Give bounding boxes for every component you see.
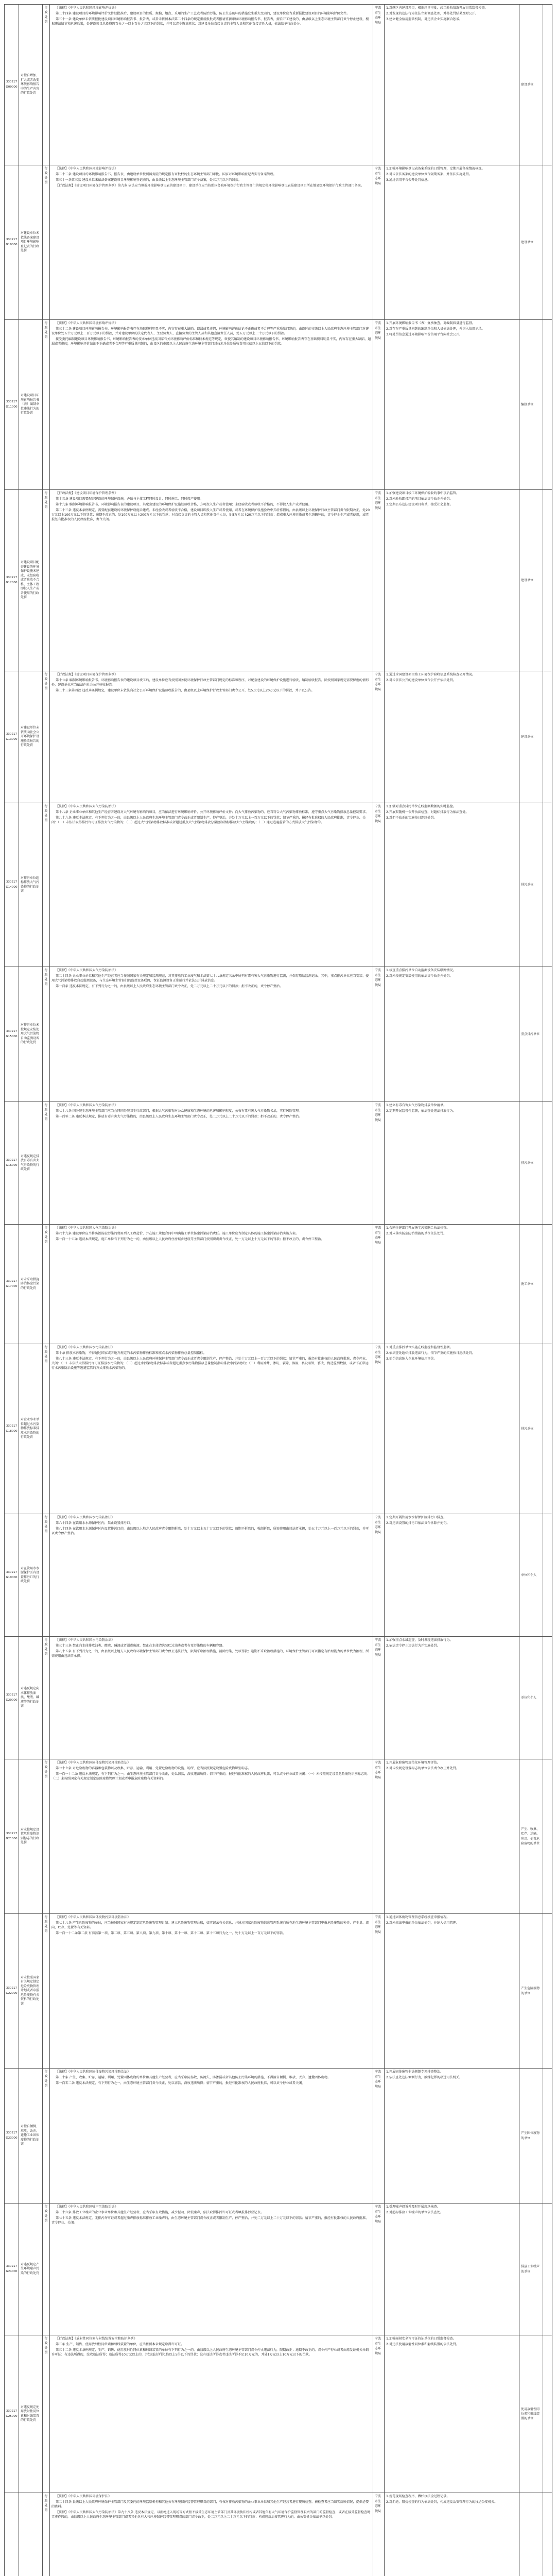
remark (543, 1759, 552, 1914)
remark (543, 1344, 552, 1514)
measure-item: 2.依法责令停止违法行为并实施处罚。 (386, 1644, 440, 1648)
supervision-measures (385, 1514, 519, 1637)
remark (543, 1514, 552, 1637)
regulated-subject: 建设单位 (519, 165, 543, 320)
supervision-measures (385, 1102, 519, 1225)
remark (543, 2335, 552, 2493)
remark (543, 165, 552, 320)
item-code: 330217G25000 (5, 2335, 19, 2493)
measure-item: 2.对未按规定设置标志的单位依法责令改正并处罚。 (386, 1767, 460, 1771)
regulated-subject: 重点排污单位 (519, 967, 543, 1102)
item-code: 330217G15000 (5, 967, 19, 1102)
measure-item: 3.定期公布违法建设项目名单，接受社会监督。 (386, 503, 453, 507)
basis-paragraph: 第二十二条 建设项目的环境影响报告书、报告表，由建设单位按照国务院的规定报有审批权的生态环境主管部门审批。国家对环境影响登记表实行备案管理。 (56, 173, 276, 177)
item-type: 行政处罚 (43, 1637, 50, 1759)
measure-item: 2.对发现的违法行为依法立案调查处理，并将处罚结果及时公开。 (386, 12, 479, 16)
measure-item: 1.通过全国建设项目竣工环境保护验收信息系统核查公开情况。 (386, 673, 475, 676)
supervision-measures (385, 490, 519, 671)
responsible-dept: 宁波市生态环境局 (373, 1225, 385, 1344)
measure-item: 1.加强重点水域巡查，及时发现违法排放行为。 (386, 1638, 453, 1642)
responsible-dept: 宁波市生态环境局 (373, 1102, 385, 1225)
basis-paragraph: 【法律】《中华人民共和国固体废物污染环境防治法》 (56, 1916, 131, 1919)
basis-paragraph: 第一百条 违反本法规定，有下列行为之一的，由县级以上人民政府生态环境主管部门责令改正，处二万元以上二十万元以下的罚款；拒不改正的，责令停产整治。 (56, 985, 283, 989)
measure-item: 2.对超标排放工业噪声的单位依法查处。 (386, 2211, 444, 2215)
responsible-dept: 宁波市生态环境局 (373, 5, 385, 165)
table-row (5, 320, 552, 490)
responsible-dept: 宁波市生态环境局 (373, 967, 385, 1102)
regulated-subject: 建设单位 (519, 5, 543, 165)
responsible-dept: 宁波市生态环境局 (373, 1344, 385, 1514)
responsible-dept: 宁波市生态环境局 (373, 671, 385, 803)
basis-paragraph: 第二十四条 县级以上人民政府环境保护主管部门及其委托的环境监察机构和其他负有环境保护监督管理职责的部门，有权对排放污染物的企业事业单位和其他生产经营者进行现场检查。被检查者应当如实反映情况，提供必要的资料。 (51, 2500, 369, 2509)
legal-basis (50, 1637, 373, 1759)
regulated-subject: 排污单位 (519, 803, 543, 967)
supervision-measures (385, 165, 519, 320)
regulated-subject: 产生危险废物的单位 (519, 1914, 543, 2069)
table-row (5, 671, 552, 803)
measure-item: 1.开展环境影响报告书（表）复核抽查，对编制质量进行监督。 (386, 321, 475, 325)
supervision-measures (385, 320, 519, 490)
basis-paragraph: 第二十四条 企业事业单位和其他生产经营者应当按照国家有关规定和监测规范，对其排放的工业废气和本法第七十八条规定名录中所列有毒有害大气污染物进行监测，并保存原始监测记录。其中，重点排污单位应当安装、使用大气污染物排放自动监测设备，与生态环境主管部门的监控设备联网，保证监测设备正常运行并依法公开排放信息。 (51, 974, 369, 983)
regulated-subject: 排污单位 (519, 1102, 543, 1225)
measure-item: 1.定期开展饮用水水源保护区排污口排查。 (386, 1516, 447, 1519)
regulated-subject: 单位和个人 (519, 1514, 543, 1637)
table-row (5, 490, 552, 671)
responsible-dept: 宁波市生态环境局 (373, 165, 385, 320)
responsible-dept: 宁波市生态环境局 (373, 1514, 385, 1637)
item-type: 行政处罚 (43, 671, 50, 803)
item-type: 行政处罚 (43, 2069, 50, 2204)
item-name: 对在饮用水水源保护区内设置排污口的行政处罚 (19, 1514, 43, 1637)
legal-basis (50, 1759, 373, 1914)
legal-basis (50, 671, 373, 803)
item-name (19, 2493, 43, 2576)
regulated-subject: 建设单位 (519, 490, 543, 671)
item-name: 对建设单位未依法备案建设项目环境影响登记表的行政处罚 (19, 165, 43, 320)
basis-paragraph: 第五十二条 违反本条例规定，生产、销售、使用放射性同位素和射线装置的单位有下列行为之一的，由县级以上人民政府生态环境主管部门责令停止违法行为，限期改正；逾期不改正的，责令停产停业或者由原发证机关吊销许可证；有违法所得的，没收违法所得；违法所得10万元以上的，并处违法所得1倍以上5倍以下的罚款；没有违法所得或者违法所得不足10万元的，并处1万元以上10万元以下的罚款。 (51, 2348, 369, 2357)
item-code: 330217G21000 (5, 1759, 19, 1914)
basis-paragraph: 第三十一条 建设单位未依法报批建设项目环境影响报告书、报告表，或者未依照本法第二十四条的规定重新报批或者报请重新审核环境影响报告书、报告表，擅自开工建设的，由县级以上生态环境主管部门责令停止建设，根据违法情节和危害后果，处建设项目总投资额百分之一以上百分之五以下的罚款，并可以责令恢复原状；对建设单位直接负责的主管人员和其他直接责任人员，依法给予行政处分。 (51, 18, 369, 26)
measure-item: 2.对未落实扬尘防治措施的单位依法处罚。 (386, 1232, 447, 1236)
item-type: 行政处罚 (43, 967, 50, 1102)
supervision-measures (385, 1637, 519, 1759)
measure-item: 1.加强对重点排污单位在线监测数据的实时监控。 (386, 805, 456, 808)
basis-paragraph: 第一百一十五条 违反本法规定，施工单位有下列行为之一的，由县级以上人民政府住房城乡建设等主管部门按照职责责令改正，处一万元以上十万元以下的罚款；拒不改正的，责令停工整治。 (56, 1238, 324, 1242)
basis-paragraph: 【行政法规】《建设项目环境保护管理条例》第九条 依法应当填报环境影响登记表的建设项目，建设单位应当按照国务院环境保护行政主管部门的规定将环境影响登记表报建设项目所在地县级环境保护行政主管部门备案。 (56, 184, 364, 188)
measure-item: 1.受理噪声投诉并及时开展现场核查。 (386, 2205, 440, 2209)
item-name: 对建设项目环境影响报告书（表）编制单位违法行为的行政处罚 (19, 320, 43, 490)
basis-paragraph: 第七十八条 产生危险废物的单位，应当按照国家有关规定制定危险废物管理计划；建立危险废物管理台账，如实记录有关信息，并通过国家危险废物信息管理系统向所在地生态环境主管部门申报危险废物的种类、产生量、流向、贮存、处置等有关资料。 (51, 1921, 369, 1930)
basis-paragraph: 【法律】《中华人民共和国环境影响评价法》 (56, 6, 118, 10)
legal-basis (50, 320, 373, 490)
remark (543, 5, 552, 165)
item-code: 330217G09000 (5, 5, 19, 165)
basis-paragraph: 【法律】《中华人民共和国大气污染防治法》 (56, 969, 118, 972)
basis-paragraph: 【行政法规】《建设项目环境保护管理条例》 (56, 492, 118, 495)
legal-basis (50, 2204, 373, 2335)
item-code: 330217G12000 (5, 490, 19, 671)
legal-basis (50, 967, 373, 1102)
table-row (5, 1759, 552, 1914)
measure-item: 3.通过信用平台公开处罚信息。 (386, 178, 431, 182)
table-row (5, 1102, 552, 1225)
table-row (5, 2069, 552, 2204)
basis-paragraph: 第三十二条 建设项目环境影响报告书、环境影响报告表存在基础资料明显不实，内容存在重大缺陷、遗漏或者虚假，环境影响评价结论不正确或者不合理等严重质量问题的，由设区的市级以上人民政府生态环境主管部门对建设单位处五十万元以上二百万元以下的罚款，并对建设单位的法定代表人、主要负责人、直接负责的主管人员和其他直接责任人员，处五万元以上二十万元以下的罚款。 (51, 327, 369, 336)
table-row (5, 803, 552, 967)
responsible-dept: 宁波市生态环境局 (373, 803, 385, 967)
measure-item: 1.建立有毒有害大气污染物排放单位清单。 (386, 1104, 447, 1107)
measure-item: 1.通过固体废物管理信息系统核查申报情况。 (386, 1916, 450, 1919)
basis-paragraph: 第二十条 产生、收集、贮存、运输、利用、处置固体废物的单位和其他生产经营者，应当采取防扬散、防流失、防渗漏或者其他防止污染环境的措施，不得擅自倾倒、堆放、丢弃、遗撒固体废物。 (56, 2076, 331, 2080)
basis-paragraph: 【法律】《中华人民共和国水污染防治法》 (56, 1638, 115, 1642)
basis-paragraph: 【法律】《中华人民共和国大气污染防治法》 (56, 1226, 118, 1230)
basis-paragraph: 【法律】《中华人民共和国固体废物污染环境防治法》 (56, 2070, 131, 2074)
basis-paragraph: 第一百一十二条第二款 有前款第一项、第二项、第五项、第八项、第九项、第十项、第十一项、第十二项、第十三项行为之一，处十万元以上一百万元以下的罚款。 (56, 1931, 286, 1936)
measure-item: 2.对拒绝、阻挠检查的行为依法处罚，构成违反治安管理行为的移送公安机关。 (386, 2500, 498, 2504)
responsible-dept: 宁波市生态环境局 (373, 1637, 385, 1759)
item-type: 行政处罚 (43, 1759, 50, 1914)
legal-basis (50, 165, 373, 320)
responsible-dept: 宁波市生态环境局 (373, 1914, 385, 2069)
measure-item: 2.对未按规定安装使用的依法责令改正并处罚。 (386, 974, 453, 978)
table-row (5, 165, 552, 320)
legal-basis (50, 803, 373, 967)
measure-item: 2.开展双随机一公开执法检查，对超标排放行为依法查处。 (386, 810, 469, 815)
item-code: 330217G22000 (5, 1914, 19, 2069)
table-row (5, 1225, 552, 1344)
table-row (5, 2204, 552, 2335)
item-type: 行政处罚 (43, 320, 50, 490)
item-code (5, 2493, 19, 2576)
item-type: 行政处罚 (43, 5, 50, 165)
basis-paragraph: 【法律】《中华人民共和国水污染防治法》 (56, 1516, 115, 1519)
basis-paragraph: 第二十四条 建设项目的环境影响评价文件经批准后，建设项目的性质、规模、地点、采用的生产工艺或者防治污染、防止生态破坏的措施发生重大变动的，建设单位应当重新报批建设项目的环境影响评价文件。 (56, 12, 350, 16)
regulated-subject: 使用放射性同位素和射线装置的单位 (519, 2335, 543, 2493)
legal-basis (50, 490, 373, 671)
item-type: 行政处罚 (43, 1225, 50, 1344)
measure-item: 2.对违法设置的排污口依法责令拆除并处罚。 (386, 1521, 450, 1526)
basis-paragraph: 第三十六条 排放工业噪声的企业事业单位和其他生产经营者，应当采取有效措施，减少振动、降低噪声，依法取得排污许可证或者填报排污登记表。 (56, 2211, 264, 2215)
measure-item: 2.依法查处违法倾倒行为，涉嫌犯罪的移送司法机关。 (386, 2076, 463, 2080)
basis-paragraph: 【法律】《中华人民共和国大气污染防治法》 (56, 1104, 118, 1107)
remark (543, 320, 552, 490)
item-type: 行政处罚 (43, 2204, 50, 2335)
measure-item: 1.加强辐射安全许可证持证单位的日常监督检查。 (386, 2337, 456, 2341)
measure-item: 3.处罚信息纳入企业环境信用评价。 (386, 1357, 437, 1361)
item-code: 330217G10000 (5, 165, 19, 320)
basis-paragraph: 【法律】《中华人民共和国环境保护法》 (56, 2495, 112, 2498)
measure-item: 2.依法查处超标排放违法行为，情节严重的实施按日连续处罚。 (386, 1351, 475, 1355)
basis-paragraph: 【行政法规】《放射性同位素与射线装置安全和防护条例》 (56, 2337, 137, 2341)
regulated-subject: 排污单位 (519, 1344, 543, 1514)
regulated-subject: 建设单位 (519, 671, 543, 803)
supervision-measures (385, 803, 519, 967)
table-row (5, 5, 552, 165)
regulated-subject: 排放工业噪声的单位 (519, 2204, 543, 2335)
supervision-measures (385, 2335, 519, 2493)
measure-item: 1.核查重点排污单位自动监测设备安装联网情况。 (386, 969, 456, 972)
item-code: 330217G14000 (5, 803, 19, 967)
item-code: 330217G23000 (5, 2069, 19, 2204)
measure-item: 1.会同住建部门开展扬尘污染联合执法检查。 (386, 1226, 450, 1230)
responsible-dept: 宁波市生态环境局 (373, 490, 385, 671)
item-name: 对未按照国家有关规定制定危险废物管理计划或者申报危险废物有关资料的行政处罚 (19, 1914, 43, 2069)
item-code: 330217G24000 (5, 2204, 19, 2335)
document (4, 4, 552, 2576)
supervision-measures (385, 671, 519, 803)
remark (543, 671, 552, 803)
basis-paragraph: 第二十三条第四款 违反本条例规定，建设单位未依法向社会公开环境保护设施验收报告的，由县级以上环境保护行政主管部门责令公开，处5万元以上20万元以下的罚款，并予以公告。 (56, 689, 315, 693)
item-type: 行政处罚 (43, 1514, 50, 1637)
remark (543, 2204, 552, 2335)
responsible-dept: 宁波市生态环境局 (373, 320, 385, 490)
regulated-subject: 产生、收集、贮存、运输、利用、处置危险废物的单位 (519, 1759, 543, 1914)
item-code: 330217G18000 (5, 1344, 19, 1514)
basis-paragraph: 第三十一条第三款 建设单位未依法备案建设项目环境影响登记表的，由县级以上生态环境主管部门责令备案，处五万元以下的罚款。 (56, 178, 241, 182)
remark (543, 2069, 552, 2204)
basis-paragraph: 【法律】《中华人民共和国固体废物污染环境防治法》 (56, 1761, 131, 1765)
measure-item: 1.加强环境影响登记表备案系统的日常管理，定期开展备案情况核查。 (386, 167, 485, 171)
table-row (5, 1344, 552, 1514)
item-type: 行政处罚 (43, 1344, 50, 1514)
basis-paragraph: 第九十九条 违反本法规定，有下列行为之一的，由县级以上人民政府生态环境主管部门责令改正或者限制生产、停产整治，并处十万元以上一百万元以下的罚款；情节严重的，报经有批准权的人民政府批准，责令停业、关闭：（一）未依法取得排污许可证排放大气污染物的；（二）超过大气污染物排放标准或者超过重点大气污染物排放总量控制指标排放大气污染物的；（三）通过逃避监管的方式排放大气污染物的。 (51, 816, 366, 825)
measure-item: 3.建立健全信用监管机制，对违法企业实施联合惩戒。 (386, 18, 463, 22)
basis-paragraph: 【法律】《中华人民共和国环境影响评价法》 (56, 321, 118, 325)
supervision-measures (385, 2204, 519, 2335)
item-code: 330217G16000 (5, 1102, 19, 1225)
item-name: 对未采取措施防治扬尘污染的行政处罚 (19, 1225, 43, 1344)
basis-paragraph: 第十七条 编制环境影响报告书、环境影响报告表的建设项目竣工后，建设单位应当按照国务院环境保护行政主管部门规定的标准和程序，对配套建设的环境保护设施进行验收，编制验收报告。除按照国家规定需要保密的情形外，建设单位应当依法向社会公开验收报告。 (51, 679, 369, 687)
item-code: 330217G20000 (5, 1637, 19, 1759)
basis-paragraph: 【法律】《中华人民共和国水污染防治法》 (56, 1346, 115, 1349)
measure-item: 2.对未依法备案的建设单位责令限期备案，并依法实施处罚。 (386, 173, 472, 177)
basis-paragraph: 第八十三条 违反本法规定，有下列行为之一的，由县级以上人民政府环境保护主管部门责令改正或者责令限制生产、停产整治，并处十万元以上一百万元以下的罚款；情节严重的，报经有批准权的人民政府批准，责令停业、关闭：（一）未依法取得排污许可证排放水污染物的；（二）超过水污染物排放标准或者超过重点水污染物排放总量控制指标排放水污染物的；（三）利用渗井、渗坑、裂隙、溶洞，私设暗管，篡改、伪造监测数据，或者不正常运行水污染防治设施等逃避监管的方式排放水污染物的。 (51, 1357, 369, 1370)
item-code: 330217G11000 (5, 320, 19, 490)
measure-item: 1.规范现场检查程序，做好执法全过程记录。 (386, 2495, 450, 2498)
item-type: 行政处罚 (43, 490, 50, 671)
item-name: 对违反规定使用放射性同位素和射线装置的行政处罚 (19, 2335, 43, 2493)
basis-paragraph: 第六十九条 建设单位应当将防治扬尘污染的费用列入工程造价，并在施工承包合同中明确施工单位扬尘污染防治责任。施工单位应当制定具体的施工扬尘污染防治实施方案。 (56, 1232, 299, 1236)
item-name: 对违反规定产生环境噪声污染的行政处罚 (19, 2204, 43, 2335)
item-type: 行政处罚 (43, 165, 50, 320)
basis-paragraph: 第一百一十二条 违反本法规定，有下列行为之一，由生态环境主管部门责令改正，处以罚款，没收违法所得；情节严重的，报经有批准权的人民政府批准，可以责令停业或者关闭：（一）未按照规定设置危险废物识别标志的；（二）未按照国家有关规定制定危险废物管理计划或者申报危险废物有关资料的。 (51, 1772, 371, 1781)
remark (543, 967, 552, 1102)
basis-paragraph: 第十八条 企业事业单位和其他生产经营者建设对大气环境有影响的项目，应当依法进行环境影响评价、公开环境影响评价文件；向大气排放污染物的，应当符合大气污染物排放标准，遵守重点大气污染物排放总量控制要求。 (56, 810, 369, 815)
basis-paragraph: 第三十三条 禁止向水体排放油类、酸液、碱液或者剧毒废液。禁止在水体清洗装贮过油类或者有毒污染物的车辆和容器。 (56, 1644, 225, 1648)
table-row (5, 967, 552, 1102)
basis-paragraph: 接受委托编制建设项目环境影响报告书、环境影响报告表的技术单位违反国家有关环境影响评价标准和技术规范等规定，致使其编制的建设项目环境影响报告书、环境影响报告表存在基础资料明显不实，内容存在重大缺陷、遗漏或者虚假，环境影响评价结论不正确或者不合理等严重质量问题的，由设区的市级以上人民政府生态环境主管部门对技术单位处所收费用三倍以上五倍以下的罚款。 (51, 337, 371, 346)
item-type: 行政处罚 (43, 803, 50, 967)
legal-basis (50, 1225, 373, 1344)
basis-paragraph: 第六十四条 在饮用水水源保护区内，禁止设置排污口。 (56, 1521, 133, 1526)
item-type: 行政处罚 (43, 2493, 50, 2576)
legal-basis (50, 2069, 373, 2204)
supervision-measures (385, 1914, 519, 2069)
remark (543, 1914, 552, 2069)
legal-basis (50, 2493, 373, 2576)
item-name: 对企业事业单位超过水污染物排放标准排放水污染物的行政处罚 (19, 1344, 43, 1514)
item-type: 行政处罚 (43, 1914, 50, 2069)
item-table (4, 4, 552, 2576)
remark (543, 1225, 552, 1344)
supervision-measures (385, 1759, 519, 1914)
regulated-subject: 产生固体废物的单位 (519, 2069, 543, 2204)
remark (543, 2493, 552, 2576)
supervision-measures (385, 1225, 519, 1344)
measure-item: 2.对未依法申报的单位依法处罚，并纳入信用管理。 (386, 1921, 460, 1925)
table-row (5, 1514, 552, 1637)
basis-paragraph: 第十五条 建设项目需要配套建设的环境保护设施，必须与主体工程同时设计、同时施工、同时投产使用。 (56, 497, 203, 501)
basis-paragraph: 第八十四条 在饮用水水源保护区内设置排污口的，由县级以上地方人民政府责令限期拆除，处十万元以上五十万元以下的罚款；逾期不拆除的，强制拆除，所需费用由违法者承担，处五十万元以上一百万元以下的罚款，并可以责令停产整治。 (51, 1527, 369, 1536)
basis-paragraph: 【法律】《中华人民共和国大气污染防治法》第九十八条 违反本法规定，以拒绝进入现场等方式拒不接受生态环境主管部门及其环境执法机构或者其他负有大气环境保护监督管理职责的部门的监督检查，或者在接受监督检查时弄虚作假的，由县级以上人民政府生态环境主管部门或者其他负有大气环境保护监督管理职责的部门责令改正，处二万元以上二十万元以下的罚款；构成违反治安管理行为的，由公安机关依法予以处罚。 (51, 2511, 371, 2519)
measure-item: 2.对违法使用放射性同位素和射线装置的依法处罚。 (386, 2343, 460, 2347)
table-row (5, 1637, 552, 1759)
responsible-dept: 宁波市生态环境局 (373, 1759, 385, 1914)
measure-item: 2.对未验收即投产的项目依法责令改正并处罚。 (386, 497, 453, 501)
basis-paragraph: 第七十七条 对危险废物的容器和包装物以及收集、贮存、运输、利用、处置危险废物的设施、场所，应当按照规定设置危险废物识别标志。 (56, 1767, 251, 1771)
legal-basis (50, 1344, 373, 1514)
item-name: 对建设项目配套建设的环境保护设施未建成、未经验收或者验收不合格，主体工程即投入生产或者使用的行政处罚 (19, 490, 43, 671)
item-name: 对未按规定设置危险废物识别标志的行政处罚 (19, 1759, 43, 1914)
responsible-dept: 宁波市生态环境局 (373, 2204, 385, 2335)
supervision-measures (385, 1344, 519, 1514)
supervision-measures (385, 2493, 519, 2576)
measure-item: 1.开展危险废物规范化环境管理评估。 (386, 1761, 440, 1765)
basis-paragraph: 【行政法规】《建设项目环境保护管理条例》 (56, 673, 118, 676)
remark (543, 803, 552, 967)
regulated-subject (519, 2493, 543, 2576)
item-name: 对违反规定排放有毒有害大气污染物的行政处罚 (19, 1102, 43, 1225)
item-type: 行政处罚 (43, 1102, 50, 1225)
remark (543, 1637, 552, 1759)
basis-paragraph: 第二十三条 违反本条例规定，需要配套建设的环境保护设施未建成、未经验收或者验收不合格，建设项目即投入生产或者使用，或者在环境保护设施验收中弄虚作假的，由县级以上环境保护行政主管部门责令限期改正，处20万元以上100万元以下的罚款；逾期不改正的，处100万元以上200万元以下的罚款；对直接负责的主管人员和其他责任人员，处5万元以上20万元以下的罚款；造成重大环境污染或者生态破坏的，责令停止生产或者使用，或者报经有批准权的人民政府批准，责令关闭。 (51, 509, 370, 522)
measure-item: 3.对拒不改正的实施按日连续处罚。 (386, 816, 437, 820)
legal-basis (50, 1914, 373, 2069)
table-row (5, 2493, 552, 2576)
supervision-measures (385, 2069, 519, 2204)
responsible-dept: 宁波市生态环境局 (373, 2069, 385, 2204)
regulated-subject: 编制单位 (519, 320, 543, 490)
measure-item: 3.将处罚信息通过环境影响评价信用平台向社会公开。 (386, 333, 463, 337)
basis-paragraph: 【法律】《中华人民共和国噪声污染防治法》 (56, 2205, 118, 2209)
basis-paragraph: 【法律】《中华人民共和国大气污染防治法》 (56, 805, 118, 808)
measure-item: 2.定期开展监督性监测，依法查处违法排放行为。 (386, 1109, 456, 1113)
legal-basis (50, 2335, 373, 2493)
item-name: 对擅自增加、扩大或者改变环境影响报告中的生产内容的行政处罚 (19, 5, 43, 165)
item-name: 对建设单位未依法向社会公开环境保护设施验收报告的行政处罚 (19, 671, 43, 803)
remark (543, 1102, 552, 1225)
basis-paragraph: 【法律】《中华人民共和国环境影响评价法》 (56, 167, 118, 171)
table-row (5, 1914, 552, 2069)
responsible-dept: 宁波市生态环境局 (373, 2335, 385, 2493)
supervision-measures (385, 5, 519, 165)
item-name: 对违反规定向水体排放油类、酸液、碱液等的行政处罚 (19, 1637, 43, 1759)
responsible-dept: 宁波市生态环境局 (373, 2493, 385, 2576)
item-name: 对擅自倾倒、堆放、丢弃、遗撒工业固体废物的行政处罚 (19, 2069, 43, 2204)
supervision-measures (385, 967, 519, 1102)
item-type: 行政处罚 (43, 2335, 50, 2493)
measure-item: 1.开展固体废物非法倾倒专项排查整治。 (386, 2070, 444, 2074)
basis-paragraph: 第一百零二条 违反本法规定，有下列行为之一，由生态环境主管部门责令改正，处以罚款，没收违法所得；情节严重的，报经有批准权的人民政府批准，可以责令停业或者关闭。 (56, 2081, 305, 2086)
regulated-subject: 单位和个人 (519, 1637, 543, 1759)
item-name: 对排污单位超标排放大气污染物的行政处罚 (19, 803, 43, 967)
item-code: 330217G17000 (5, 1225, 19, 1344)
legal-basis (50, 1102, 373, 1225)
legal-basis (50, 1514, 373, 1637)
item-code: 330217G19000 (5, 1514, 19, 1637)
basis-paragraph: 第七十八条 国务院生态环境主管部门应当会同国务院卫生行政部门，根据大气污染物对公众健康和生态环境的危害和影响程度，公布有毒有害大气污染物名录，实行风险管理。 (56, 1109, 302, 1113)
measure-item: 2.对未依法公开的建设单位责令公开并依法处罚。 (386, 679, 456, 683)
measure-item: 2.对存在严重质量问题的编制单位和人员依法处理，并记入信用记录。 (386, 327, 485, 331)
remark (543, 490, 552, 671)
regulated-subject: 施工单位 (519, 1225, 543, 1344)
table-body (5, 5, 552, 2576)
basis-paragraph: 第五条 生产、销售、使用放射性同位素和射线装置的单位，应当依照本章规定取得许可证。 (56, 2343, 184, 2347)
legal-basis (50, 5, 373, 165)
basis-paragraph: 第八十五条 有下列行为之一的，由县级以上地方人民政府环境保护主管部门责令停止违法行为，限期采取治理措施，消除污染，处以罚款；逾期不采取治理措施的，环境保护主管部门可以指定有治理能力的单位代为治理，所需费用由违法者承担。 (51, 1650, 369, 1658)
basis-paragraph: 第十九条 编制环境影响报告书、环境影响报告表的建设项目，其配套建设的环境保护设施经验收合格，方可投入生产或者使用；未经验收或者验收不合格的，不得投入生产或者使用。 (56, 503, 311, 507)
basis-paragraph: 第十条 排放水污染物，不得超过国家或者地方规定的水污染物排放标准和重点水污染物排放总量控制指标。 (56, 1351, 206, 1355)
measure-item: 1.对辖区内建设项目，根据环评审批、竣工验收情况开展日常监督检查。 (386, 6, 488, 10)
item-name: 对排污单位未按规定安装使用大气污染物自动监测设备的行政处罚 (19, 967, 43, 1102)
table-row (5, 2335, 552, 2493)
basis-paragraph: 第一百零二条 违反本法规定，排放有毒有害大气污染物的，由县级以上人民政府生态环境主管部门责令改正，处二万元以上二十万元以下的罚款；拒不改正的，责令停产整治。 (56, 1115, 302, 1119)
measure-item: 1.对重点排污单位实施在线监控和监督性监测。 (386, 1346, 453, 1349)
item-code: 330217G13000 (5, 671, 19, 803)
measure-item: 1.加强建设项目竣工环境保护验收的事中事后监管。 (386, 492, 460, 495)
basis-paragraph: 第七十五条 违反本法规定，无排污许可证或者超过噪声排放标准排放工业噪声的，由生态环境主管部门责令改正或者限制生产、停产整治，并处二万元以上二十万元以下的罚款；情节严重的，报经有批准权的人民政府批准，责令停业、关闭。 (51, 2216, 369, 2225)
